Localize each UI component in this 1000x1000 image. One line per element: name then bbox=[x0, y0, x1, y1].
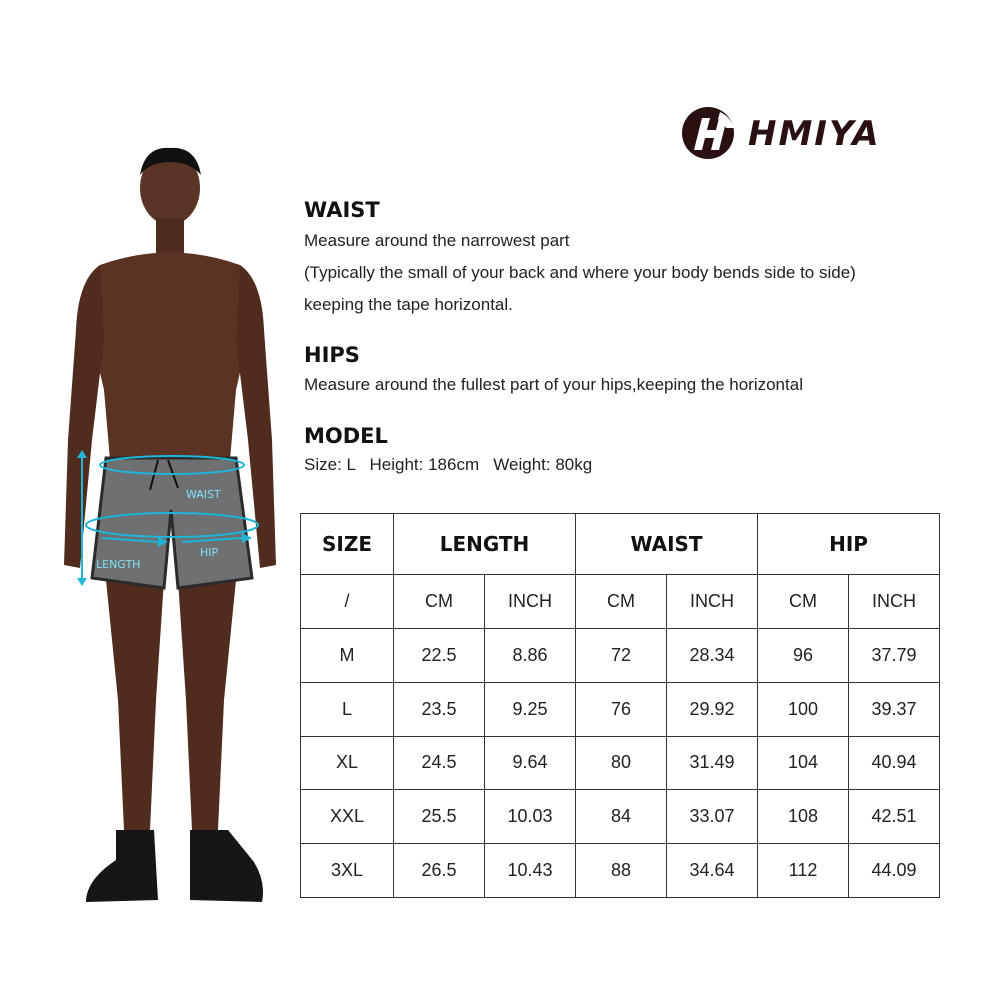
unit-cell: CM bbox=[758, 575, 849, 629]
size-cell: M bbox=[301, 628, 394, 682]
unit-cell: CM bbox=[576, 575, 667, 629]
table-cell: 42.51 bbox=[849, 790, 940, 844]
table-cell: 112 bbox=[758, 844, 849, 898]
unit-cell: / bbox=[301, 575, 394, 629]
table-row bbox=[301, 628, 940, 682]
model-figure bbox=[40, 140, 320, 920]
table-cell: 26.5 bbox=[394, 844, 485, 898]
unit-cell: INCH bbox=[485, 575, 576, 629]
table-cell: 9.25 bbox=[485, 682, 576, 736]
table-unit-row bbox=[301, 575, 940, 629]
table-cell: 44.09 bbox=[849, 844, 940, 898]
waist-label: WAIST bbox=[186, 488, 221, 501]
waist-heading: WAIST bbox=[304, 198, 380, 222]
table-header-row bbox=[301, 514, 940, 575]
table-row bbox=[301, 682, 940, 736]
hips-heading: HIPS bbox=[304, 343, 360, 367]
table-cell: 10.03 bbox=[485, 790, 576, 844]
size-cell: L bbox=[301, 682, 394, 736]
unit-cell: INCH bbox=[667, 575, 758, 629]
unit-cell: CM bbox=[394, 575, 485, 629]
table-cell: 37.79 bbox=[849, 628, 940, 682]
table-cell: 29.92 bbox=[667, 682, 758, 736]
table-row bbox=[301, 736, 940, 790]
header-hip: HIP bbox=[758, 514, 940, 575]
header-length: LENGTH bbox=[394, 514, 576, 575]
table-cell: 9.64 bbox=[485, 736, 576, 790]
table-cell: 24.5 bbox=[394, 736, 485, 790]
table-cell: 72 bbox=[576, 628, 667, 682]
table-cell: 28.34 bbox=[667, 628, 758, 682]
table-row bbox=[301, 790, 940, 844]
hmiya-h-logo-icon bbox=[680, 104, 738, 162]
brand-logo bbox=[680, 104, 910, 162]
size-cell: 3XL bbox=[301, 844, 394, 898]
table-cell: 39.37 bbox=[849, 682, 940, 736]
size-cell: XXL bbox=[301, 790, 394, 844]
table-cell: 33.07 bbox=[667, 790, 758, 844]
unit-cell: INCH bbox=[849, 575, 940, 629]
hip-label: HIP bbox=[200, 546, 219, 559]
right-shoe bbox=[190, 830, 263, 902]
waist-desc-line-1: Measure around the narrowest part bbox=[304, 231, 570, 250]
table-cell: 108 bbox=[758, 790, 849, 844]
header-size: SIZE bbox=[301, 514, 394, 575]
table-row bbox=[301, 844, 940, 898]
table-cell: 25.5 bbox=[394, 790, 485, 844]
length-label: LENGTH bbox=[96, 558, 141, 571]
table-cell: 40.94 bbox=[849, 736, 940, 790]
waist-desc-line-2: (Typically the small of your back and where your body bends side to side) bbox=[304, 263, 856, 282]
size-chart-table bbox=[300, 513, 940, 898]
table-cell: 96 bbox=[758, 628, 849, 682]
model-heading: MODEL bbox=[304, 424, 388, 448]
model-section bbox=[304, 424, 388, 448]
brand-name: HMIYA bbox=[748, 114, 881, 154]
table-cell: 88 bbox=[576, 844, 667, 898]
table-cell: 80 bbox=[576, 736, 667, 790]
model-info: Size: L Height: 186cm Weight: 80kg bbox=[304, 455, 593, 474]
waist-section bbox=[304, 198, 380, 222]
table-cell: 8.86 bbox=[485, 628, 576, 682]
size-cell: XL bbox=[301, 736, 394, 790]
table-cell: 100 bbox=[758, 682, 849, 736]
hips-desc: Measure around the fullest part of your hips,keeping the horizontal bbox=[304, 375, 803, 394]
table-cell: 34.64 bbox=[667, 844, 758, 898]
table-cell: 22.5 bbox=[394, 628, 485, 682]
table-cell: 84 bbox=[576, 790, 667, 844]
waist-desc-line-3: keeping the tape horizontal. bbox=[304, 295, 513, 314]
table-cell: 23.5 bbox=[394, 682, 485, 736]
table-cell: 31.49 bbox=[667, 736, 758, 790]
header-waist: WAIST bbox=[576, 514, 758, 575]
left-shoe bbox=[86, 830, 158, 902]
table-cell: 10.43 bbox=[485, 844, 576, 898]
table-cell: 104 bbox=[758, 736, 849, 790]
table-cell: 76 bbox=[576, 682, 667, 736]
hips-section bbox=[304, 343, 360, 367]
